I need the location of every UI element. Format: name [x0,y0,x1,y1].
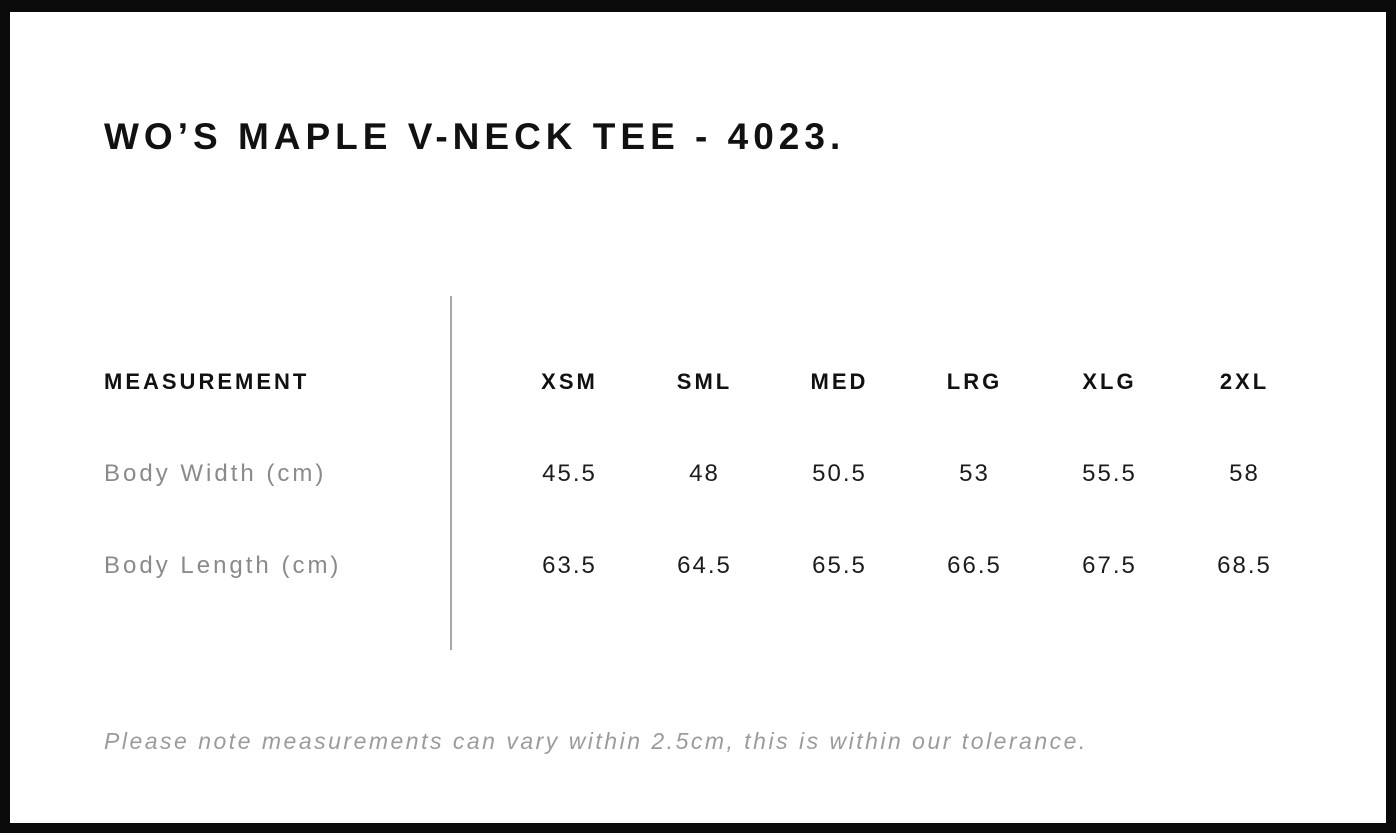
cell-body-length-med: 65.5 [812,552,867,579]
cell-body-length-lrg: 66.5 [947,552,1002,579]
column-header-lrg: LRG [946,369,1003,394]
column-header-measurement: MEASUREMENT [104,369,310,394]
row-label-body-width: Body Width (cm) [104,460,327,487]
row-label-body-length: Body Length (cm) [104,552,342,579]
cell-body-width-lrg: 53 [959,460,990,487]
page-title: WO’S MAPLE V-NECK TEE - 4023. [104,116,846,157]
cell-body-length-xsm: 63.5 [542,552,597,579]
column-header-2xl: 2XL [1219,369,1270,394]
cell-body-length-sml: 64.5 [677,552,732,579]
column-header-sml: SML [676,369,733,394]
cell-body-length-xlg: 67.5 [1082,552,1137,579]
column-header-xsm: XSM [541,369,598,394]
tolerance-note: Please note measurements can vary within 2.5cm, this is within our tolerance. [104,728,1088,754]
cell-body-width-med: 50.5 [812,460,867,487]
cell-body-width-xsm: 45.5 [542,460,597,487]
size-chart-table [104,336,1312,612]
cell-body-width-xlg: 55.5 [1082,460,1137,487]
column-header-xlg: XLG [1082,369,1137,394]
column-header-med: MED [810,369,869,394]
cell-body-length-2xl: 68.5 [1217,552,1272,579]
cell-body-width-sml: 48 [689,460,720,487]
cell-body-width-2xl: 58 [1229,460,1260,487]
